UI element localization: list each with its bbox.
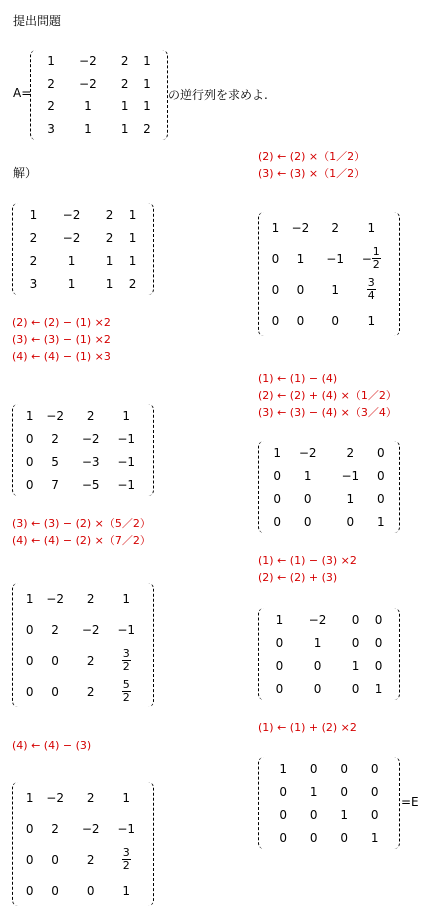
left-bracket (258, 608, 265, 700)
matrix-cell: −1 (117, 431, 136, 446)
matrix-row (22, 226, 144, 249)
row-operation: (3) ← (3) − (4) ×（3／4） (258, 406, 397, 419)
matrix-cell: −2 (46, 591, 64, 606)
matrix-cell: 0 (25, 477, 34, 492)
left-bracket (258, 441, 265, 533)
operation-block-2 (12, 515, 151, 549)
matrix-cell: 1 (122, 408, 131, 423)
matrix-cell: 1 (47, 54, 55, 69)
row-operation: (2) ← (2) + (3) (258, 571, 338, 584)
matrix-cell: 0 (275, 658, 284, 673)
matrix-cell: −1 (341, 468, 360, 483)
operation-block-3 (12, 737, 91, 754)
matrix-cell: 0 (25, 454, 34, 469)
matrix-cell: 0 (351, 681, 360, 696)
matrix-cell: 0 (271, 313, 280, 328)
matrix-cell: 0 (309, 761, 318, 776)
matrix-cell: −1 (117, 622, 136, 637)
matrix-row (268, 608, 390, 631)
matrix-cell: 2 (120, 76, 129, 91)
matrix-cell: 0 (25, 821, 34, 836)
matrix-cell: −2 (298, 445, 317, 460)
matrix-cell: 1 (128, 253, 137, 268)
matrix-cell: 0 (376, 445, 385, 460)
matrix-row (22, 450, 144, 473)
matrix-cell: 2 (47, 99, 55, 114)
matrix-cell: 0 (273, 491, 281, 506)
matrix-cell: 1 (309, 784, 318, 799)
matrix-cell: 1 (346, 491, 355, 506)
matrix-cell: −1 (117, 821, 136, 836)
matrix-cell: 0 (351, 612, 360, 627)
matrix-cell: 1 (279, 761, 288, 776)
right-bracket (161, 50, 168, 140)
matrix-cell: −2 (62, 207, 81, 222)
matrix-cell: 1 (143, 99, 151, 114)
matrix-cell: 1 (351, 658, 360, 673)
matrix-cell: 0 (279, 807, 288, 822)
matrix-row (22, 782, 144, 813)
matrix-cell: 0 (271, 282, 280, 297)
matrix-cell: 1 (29, 207, 38, 222)
matrix-step-7 (258, 608, 400, 700)
matrix-cell: 0 (331, 313, 339, 328)
matrix-cell: −2 (79, 76, 97, 91)
matrix-cell: 1 (84, 99, 92, 114)
matrix-cell: 1 (120, 99, 129, 114)
matrix-cell: 3 (47, 121, 55, 136)
right-bracket (393, 441, 400, 533)
matrix-row (22, 203, 144, 226)
left-bracket (258, 212, 265, 336)
matrix-cell: 2 (346, 445, 355, 460)
matrix-cell: 0 (303, 514, 312, 529)
operation-block-1 (12, 314, 111, 365)
matrix-cell: 3 (29, 276, 38, 291)
matrix-row (268, 510, 390, 533)
matrix-cell: 0 (313, 658, 322, 673)
matrix-cell: 0 (374, 612, 383, 627)
fraction: $\frac{3}{4}$ (367, 276, 375, 302)
matrix-row (22, 404, 144, 427)
matrix-cell: 2 (86, 591, 95, 606)
matrix-row (22, 249, 144, 272)
matrix-row (268, 803, 390, 826)
matrix-cell: 1 (120, 121, 129, 136)
matrix-row (40, 50, 158, 73)
row-operation: (4) ← (4) − (1) ×3 (12, 350, 111, 363)
matrix-row (22, 813, 144, 844)
matrix-cell: 0 (370, 761, 379, 776)
matrix-cell: 1 (67, 276, 76, 291)
row-operation: (2) ← (2) + (4) ×（1／2） (258, 389, 397, 402)
right-bracket (393, 757, 400, 849)
matrix-cell: 0 (303, 491, 312, 506)
matrix-cell: 0 (340, 830, 349, 845)
matrix-step-6 (258, 441, 400, 533)
matrix-row (22, 645, 144, 676)
matrix-row (40, 73, 158, 96)
operation-block-6 (258, 552, 357, 586)
matrix-cell: 0 (273, 514, 281, 529)
problem-text: の逆行列を求めよ. (168, 88, 268, 102)
fraction: $\frac{3}{2}$ (122, 846, 130, 872)
matrix-row (22, 473, 144, 496)
matrix-cell: 2 (86, 653, 95, 668)
matrix-cell: 1 (296, 251, 305, 266)
matrix-row (268, 677, 390, 700)
matrix-row (22, 272, 144, 295)
matrix-cell: 1 (303, 468, 312, 483)
matrix-cell: 2 (47, 76, 55, 91)
matrix-step-4 (12, 782, 154, 906)
matrix-cell: 2 (86, 790, 95, 805)
matrix-row (22, 614, 144, 645)
matrix-cell: 0 (374, 658, 383, 673)
row-operation: (4) ← (4) − (3) (12, 739, 92, 752)
solution-label: 解） (13, 166, 38, 180)
matrix-cell: −2 (291, 220, 310, 235)
matrix-cell: 0 (25, 684, 34, 699)
matrix-step-5 (258, 212, 400, 336)
matrix-cell: 1 (340, 807, 349, 822)
matrix-cell: −2 (81, 431, 100, 446)
matrix-cell: 0 (374, 635, 383, 650)
matrix-cell: 1 (143, 76, 151, 91)
matrix-row (268, 305, 390, 336)
matrix-cell: 2 (51, 622, 59, 637)
right-bracket (147, 583, 154, 707)
matrix-cell: 0 (309, 807, 318, 822)
matrix-cell: 0 (296, 313, 305, 328)
matrix-cell: 0 (275, 681, 284, 696)
matrix-row (268, 274, 390, 305)
matrix-cell: 1 (128, 230, 137, 245)
matrix-cell: 2 (86, 684, 95, 699)
matrix-cell (108, 645, 144, 676)
matrix-cell: 0 (340, 761, 349, 776)
matrix-cell: 0 (25, 622, 34, 637)
operation-block-4 (258, 148, 365, 182)
row-operation: (4) ← (4) − (2) ×（7／2） (12, 534, 151, 547)
fraction: $\frac{1}{2}$ (372, 245, 380, 271)
matrix-cell: 7 (51, 477, 59, 492)
matrix-row (40, 118, 158, 141)
matrix-row (22, 676, 144, 707)
fraction: $\frac{3}{2}$ (122, 647, 130, 673)
matrix-cell: 2 (29, 253, 38, 268)
matrix-cell: 0 (25, 883, 34, 898)
row-operation: (1) ← (1) + (2) ×2 (258, 721, 357, 734)
matrix-cell: 1 (273, 445, 281, 460)
matrix-cell: 0 (351, 635, 360, 650)
left-bracket (12, 404, 19, 496)
row-operation: (3) ← (3) − (1) ×2 (12, 333, 111, 346)
matrix-row (268, 631, 390, 654)
matrix-cell: 0 (370, 807, 379, 822)
matrix-cell: 1 (374, 681, 383, 696)
matrix-cell: 2 (86, 408, 95, 423)
operation-block-5 (258, 370, 397, 421)
matrix-cell: 2 (105, 230, 114, 245)
matrix-step-3 (12, 583, 154, 707)
left-bracket (30, 50, 37, 140)
matrix-row (22, 844, 144, 875)
matrix-cell: 2 (120, 54, 129, 69)
left-bracket (12, 782, 19, 906)
row-operation: (3) ← (3) − (2) ×（5／2） (12, 517, 151, 530)
page-title: 提出問題 (13, 14, 62, 28)
matrix-cell: −3 (81, 454, 100, 469)
matrix-cell: − $\frac{1}{2}$ (361, 245, 380, 271)
matrix-cell: 2 (128, 276, 137, 291)
matrix-row (22, 875, 144, 906)
matrix-row (268, 826, 390, 849)
matrix-cell: 0 (275, 635, 284, 650)
matrix-cell: 0 (51, 684, 59, 699)
matrix-cell: 2 (331, 220, 339, 235)
operation-block-7 (258, 719, 357, 736)
matrix-cell: −1 (117, 454, 136, 469)
left-bracket (258, 757, 265, 849)
matrix-cell: −1 (117, 477, 136, 492)
matrix-cell: 0 (309, 830, 318, 845)
matrix-cell: 1 (122, 591, 131, 606)
row-operation: (1) ← (1) − (3) ×2 (258, 554, 357, 567)
matrix-cell: 1 (331, 282, 339, 297)
row-operation: (1) ← (1) − (4) (258, 372, 338, 385)
matrix-cell: 2 (29, 230, 38, 245)
matrix-row (22, 583, 144, 614)
matrix-row (268, 212, 390, 243)
matrix-row (268, 654, 390, 677)
matrix-cell: −2 (81, 821, 100, 836)
matrix-cell: 1 (122, 883, 131, 898)
matrix-cell: −2 (308, 612, 327, 627)
matrix-cell: 0 (51, 653, 59, 668)
matrix-cell: 1 (143, 54, 151, 69)
matrix-a (30, 50, 168, 140)
left-bracket (12, 583, 19, 707)
matrix-row (268, 487, 390, 510)
matrix-row (268, 757, 390, 780)
matrix-cell: 2 (86, 852, 95, 867)
row-operation: (2) ← (2) ×（1／2） (258, 150, 366, 163)
matrix-cell: 0 (25, 852, 34, 867)
matrix-cell (353, 274, 390, 305)
matrix-cell: 1 (370, 830, 379, 845)
matrix-cell: 2 (143, 121, 151, 136)
matrix-cell: 1 (105, 253, 114, 268)
matrix-step-2 (12, 404, 154, 496)
right-bracket (147, 782, 154, 906)
matrix-cell: 0 (25, 431, 34, 446)
matrix-cell (108, 844, 144, 875)
matrix-cell: −2 (46, 408, 64, 423)
matrix-cell: 1 (376, 514, 385, 529)
matrix-cell: −2 (79, 54, 97, 69)
matrix-row (268, 780, 390, 803)
matrix-cell: 1 (84, 121, 92, 136)
matrix-cell: 2 (51, 821, 59, 836)
matrix-cell: −5 (81, 477, 100, 492)
matrix-cell: 0 (86, 883, 95, 898)
matrix-cell: 1 (67, 253, 76, 268)
matrix-cell: 0 (313, 681, 322, 696)
matrix-cell: 5 (51, 454, 59, 469)
right-bracket (393, 608, 400, 700)
matrix-cell: 0 (376, 491, 385, 506)
matrix-cell: 0 (346, 514, 355, 529)
matrix-cell: 0 (279, 784, 288, 799)
matrix-cell: 0 (51, 852, 59, 867)
matrix-cell: 0 (279, 830, 288, 845)
matrix-row (40, 95, 158, 118)
right-bracket (393, 212, 400, 336)
matrix-cell: 1 (271, 220, 280, 235)
left-bracket (12, 203, 19, 295)
matrix-cell: 1 (25, 790, 34, 805)
matrix-cell: −1 (326, 251, 344, 266)
matrix-row (268, 243, 390, 274)
matrix-cell: 0 (370, 784, 379, 799)
identity-label: =E (401, 795, 419, 809)
row-operation: (3) ← (3) ×（1／2） (258, 167, 366, 180)
matrix-cell: 0 (296, 282, 305, 297)
matrix-cell: −2 (81, 622, 100, 637)
matrix-cell: 1 (105, 276, 114, 291)
matrix-cell: −2 (62, 230, 81, 245)
matrix-cell: 0 (51, 883, 59, 898)
matrix-row (268, 441, 390, 464)
right-bracket (147, 404, 154, 496)
right-bracket (147, 203, 154, 295)
matrix-step-1 (12, 203, 154, 295)
matrix-cell: 1 (313, 635, 322, 650)
row-operation: (2) ← (2) − (1) ×2 (12, 316, 111, 329)
matrix-cell: 1 (275, 612, 284, 627)
matrix-cell: 0 (376, 468, 385, 483)
matrix-cell: 1 (25, 408, 34, 423)
matrix-cell: 1 (122, 790, 131, 805)
matrix-identity (258, 757, 400, 849)
matrix-cell: 1 (128, 207, 137, 222)
matrix-cell: 0 (271, 251, 280, 266)
matrix-cell: −2 (46, 790, 64, 805)
matrix-cell: 1 (367, 313, 376, 328)
fraction: $\frac{5}{2}$ (122, 678, 130, 704)
matrix-cell: 0 (273, 468, 281, 483)
matrix-cell: 1 (367, 220, 376, 235)
matrix-cell: 2 (51, 431, 59, 446)
matrix-row (22, 427, 144, 450)
matrix-a-label: A= (13, 86, 32, 100)
matrix-cell: 1 (25, 591, 34, 606)
matrix-row (268, 464, 390, 487)
matrix-cell: 0 (25, 653, 34, 668)
matrix-cell: 2 (105, 207, 114, 222)
matrix-cell (108, 676, 144, 707)
matrix-cell: 0 (340, 784, 349, 799)
